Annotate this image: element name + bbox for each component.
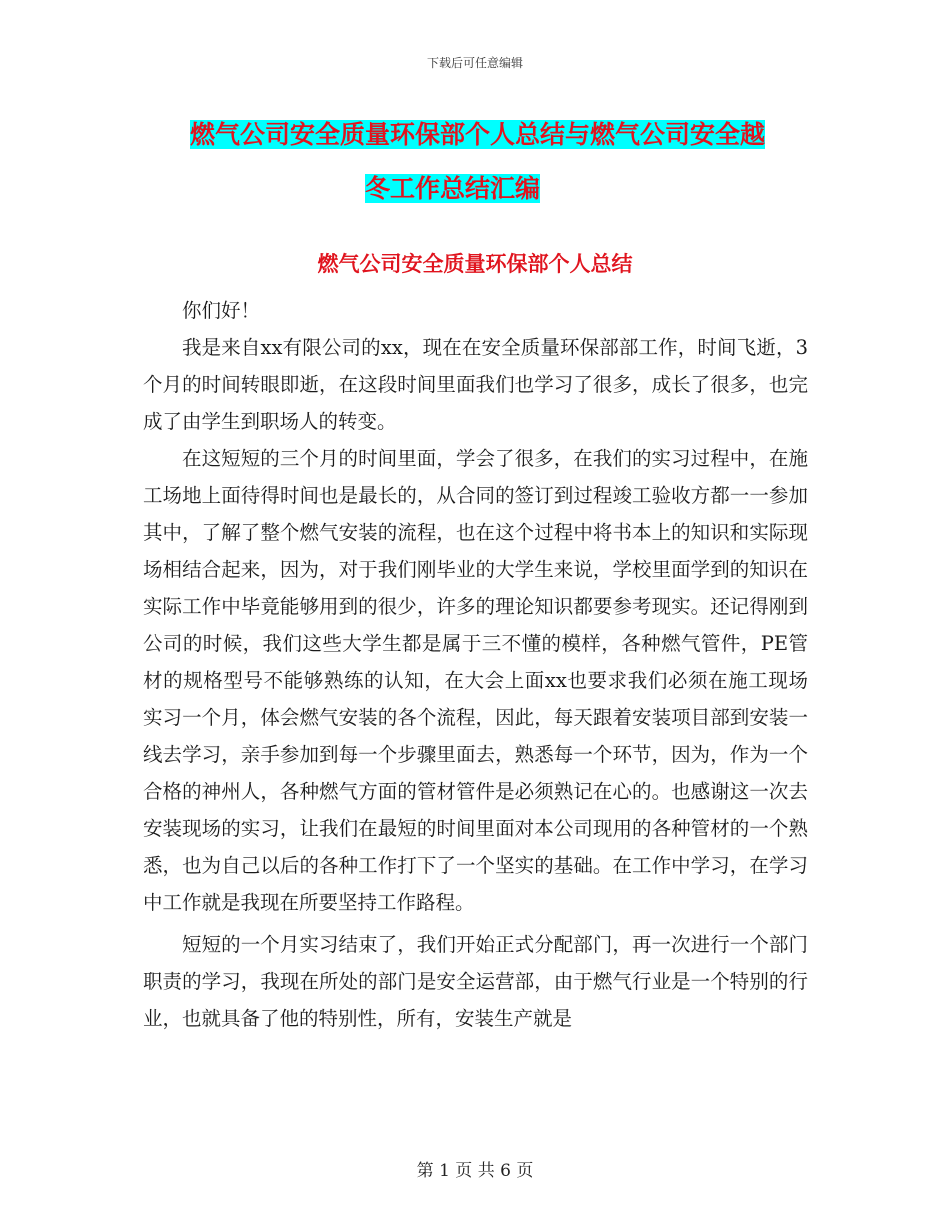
document-body [143,292,808,1037]
document-title-line1: 燃气公司安全质量环保部个人总结与燃气公司安全越 [190,120,766,149]
document-title [190,108,810,216]
header-note: 下载后可任意编辑 [426,56,523,70]
paragraph: 我是来自xx有限公司的xx，现在在安全质量环保部部工作，时间飞逝，3个月的时间转眼即逝，在这段时间里面我们也学习了很多，成长了很多，也完成了由学生到职场人的转变。 [143,336,808,433]
paragraph-greeting: 你们好！ [182,299,261,322]
section-title: 燃气公司安全质量环保部个人总结 [317,252,633,276]
document-title-line2: 冬工作总结汇编 [364,174,540,203]
paragraph: 在这短短的三个月的时间里面，学会了很多，在我们的实习过程中，在施工场地上面待得时间也是最长的，从合同的签订到过程竣工验收方都一一参加其中，了解了整个燃气安装的流程，也在这个过程中将书本上的知识和实际现场相结合起来，因为，对于我们刚毕业的大学生来说，学校里面学到的知识在实际工作中毕竟能够用到的很少，许多的理论知识都要参考现实。还记得刚到公司的时候，我们这些大学生都是属于三不懂的模样，各种燃气管件，PE管材的规格型号不能够熟练的认知，在大会上面xx也要求我们必须在施工现场实习一个月，体会燃气安装的各个流程，因此，每天跟着安装项目部到安装一线去学习，亲手参加到每一个步骤里面去，熟悉每一个环节，因为，作为一个合格的神州人，各种燃气方面的管材管件是必须熟记在心的。也感谢这一次去安装现场的实习，让我们在最短的时间里面对本公司现用的各种管材的一个熟悉，也为自己以后的各种工作打下了一个坚实的基础。在工作中学习，在学习中工作就是我现在所要坚持工作路程。 [143,447,808,914]
page-number: 第 1 页 共 6 页 [416,1161,534,1181]
paragraph: 短短的一个月实习结束了，我们开始正式分配部门，再一次进行一个部门职责的学习，我现在所处的部门是安全运营部，由于燃气行业是一个特别的行业，也就具备了他的特别性，所有，安装生产就是 [143,933,808,1030]
